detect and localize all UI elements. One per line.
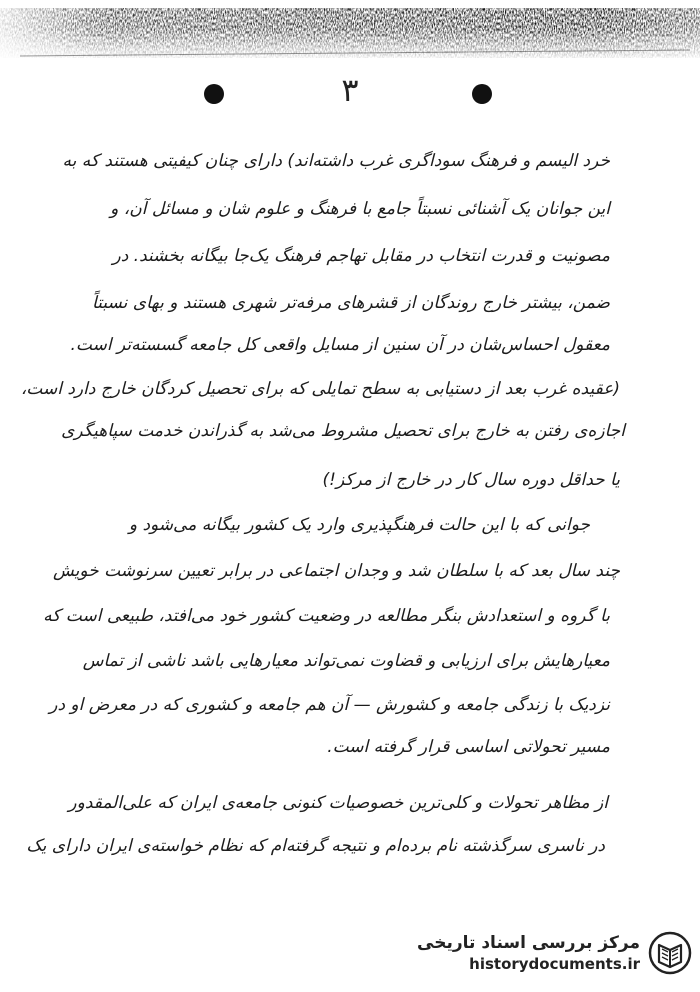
handwritten-line: با گروه و استعدادش بنگر مطالعه در وضعیت کشور خود می‌افتد، طبیعی است که bbox=[43, 606, 610, 626]
book-logo-icon bbox=[648, 931, 692, 975]
handwritten-line: از مظاهر تحولات و کلی‌ترین خصوصیات کنونی جامعه‌ی ایران که علی‌المقدور bbox=[68, 793, 608, 813]
handwritten-line: در ناسری سرگذشته نام برده‌ام و نتیجه گرفته‌ام که نظام خواسته‌ی ایران دارای یک bbox=[26, 836, 605, 856]
handwritten-line: معیارهایش برای ارزیابی و قضاوت نمی‌تواند معیارهایی باشد ناشی از تماس bbox=[82, 651, 610, 671]
watermark-title: مرکز بررسی اسناد تاریخی bbox=[417, 933, 640, 953]
watermark-text bbox=[417, 932, 640, 974]
handwritten-line: (عقیده غرب بعد از دستیابی به سطح تمایلی که برای تحصیل کردگان خارج دارد است، bbox=[20, 379, 620, 399]
handwritten-line: چند سال بعد که با سلطان شد و وجدان اجتماعی در برابر تعیین سرنوشت خویش bbox=[53, 561, 620, 581]
handwritten-line: خرد الیسم و فرهنگ سوداگری غرب داشته‌اند) دارای چنان کیفیتی هستند که به bbox=[62, 151, 610, 171]
handwritten-line: ضمن، بیشتر خارج روندگان از قشرهای مرفه‌تر شهری هستند و بهای نسبتاً bbox=[92, 293, 610, 313]
handwritten-line: یا حداقل دوره سال کار در خارج از مرکز!) bbox=[322, 470, 620, 490]
handwritten-line: اجازه‌ی رفتن به خارج برای تحصیل مشروط می‌شد به گذراندن خدمت سپاهیگری bbox=[61, 421, 625, 441]
handwritten-line: جوانی که با این حالت فرهنگپذیری وارد یک کشور بیگانه می‌شود و bbox=[128, 515, 590, 535]
scan-edge-noise bbox=[0, 0, 700, 62]
handwritten-line: مصونیت و قدرت انتخاب در مقابل تهاجم فرهنگ یک‌جا بیگانه بخشند. در bbox=[112, 246, 610, 266]
punch-hole-right bbox=[472, 84, 492, 104]
punch-hole-left bbox=[204, 84, 224, 104]
handwritten-line: نزدیک با زندگی جامعه و کشورش — آن هم جامعه و کشوری که در معرض او در bbox=[49, 695, 610, 715]
handwritten-line: این جوانان یک آشنائی نسبتاً جامع با فرهنگ و علوم‌ شان و مسائل آن، و bbox=[110, 199, 610, 219]
watermark-url: historydocuments.ir bbox=[469, 955, 640, 973]
watermark bbox=[410, 922, 692, 984]
page-number: ۳ bbox=[341, 71, 359, 109]
handwritten-line: مسیر تحولاتی اساسی قرار گرفته است. bbox=[327, 737, 610, 757]
handwritten-line: معقول احساس‌شان در آن سنین از مسایل واقعی کل جامعه گسسته‌تر است. bbox=[70, 335, 610, 355]
